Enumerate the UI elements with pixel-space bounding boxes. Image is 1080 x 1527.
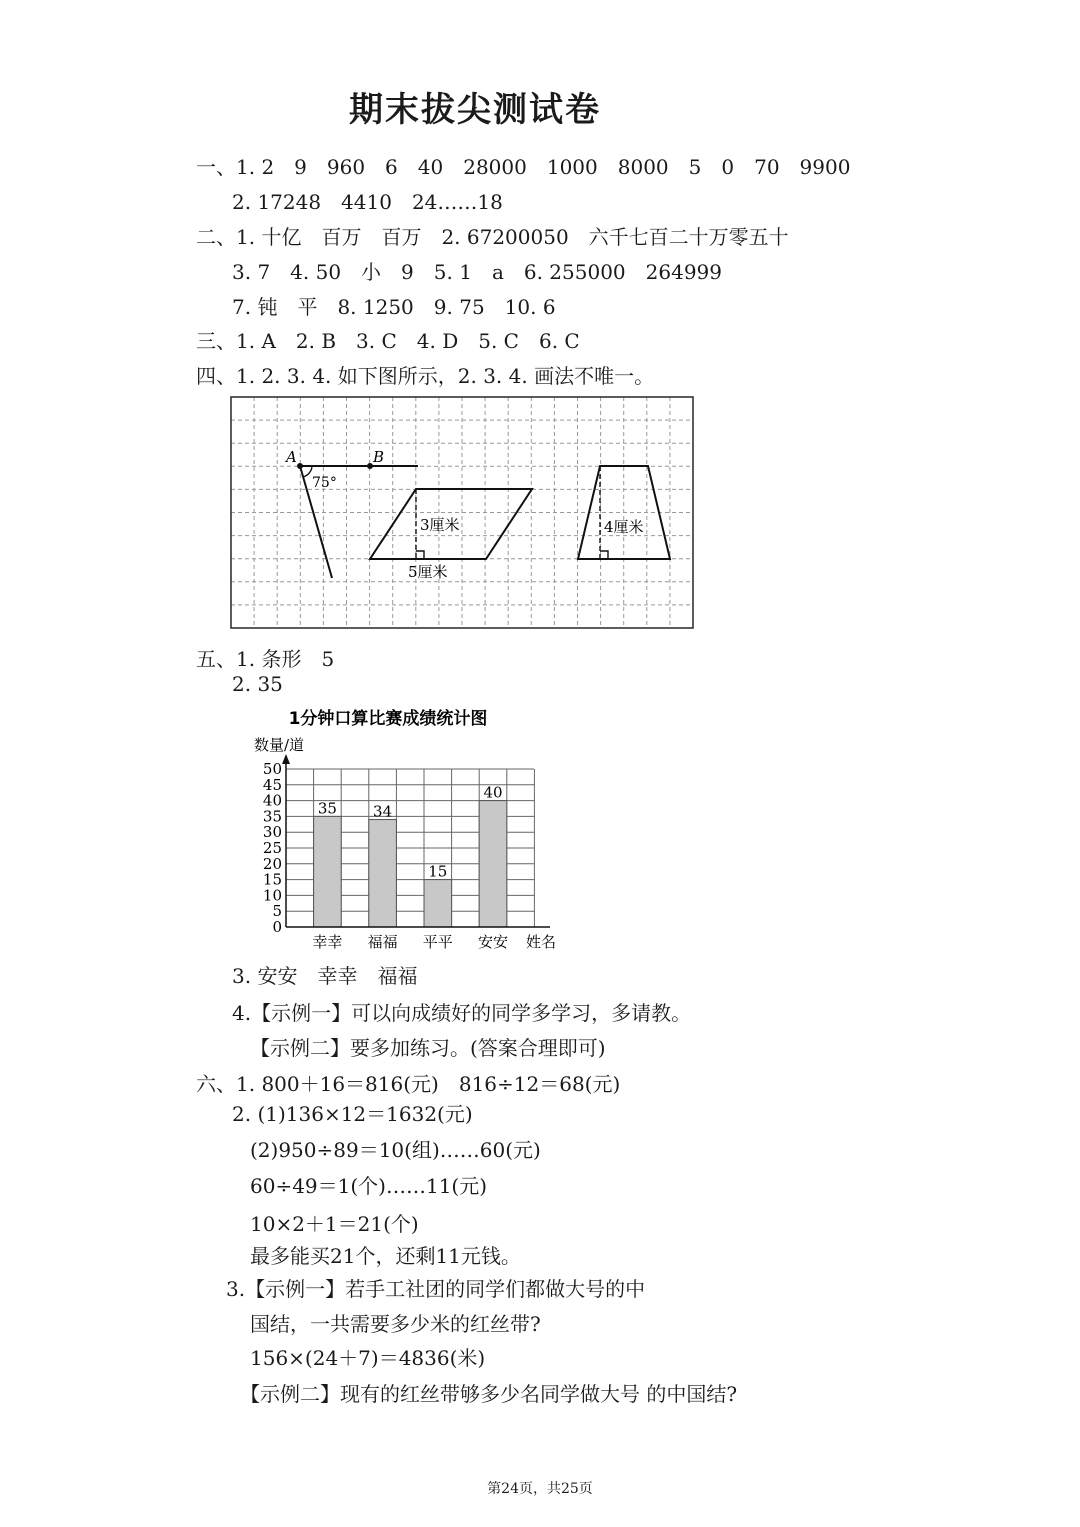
page-title: 期末拔尖测试卷 (349, 90, 601, 130)
chart-bar (479, 801, 507, 927)
angle-arc (303, 466, 312, 477)
parallelogram-right-angle (416, 551, 424, 559)
chart-x-tick-label: 福福 (367, 933, 398, 951)
chart-y-arrow (282, 754, 290, 764)
chart-x-tick-label: 安安 (477, 933, 509, 951)
chart-y-tick-label: 50 (262, 760, 282, 778)
answer-2-1: 二、1. 十亿 百万 百万 2. 67200050 六千七百二十万零五十 (196, 225, 789, 249)
answer-6-1: 六、1. 800＋16＝816(元) 816÷12＝68(元) (196, 1072, 621, 1096)
chart-x-ticks (312, 933, 508, 951)
answer-2-2: 3. 7 4. 50 小 9 5. 1 a 6. 255000 264999 (232, 260, 722, 284)
chart-x-tick-label: 幸幸 (312, 933, 343, 951)
chart-y-tick-label: 35 (262, 807, 282, 826)
answer-6-9: 156×(24＋7)＝4836(米) (250, 1346, 486, 1370)
chart-y-tick-label: 10 (262, 886, 282, 905)
chart-y-tick-label: 20 (262, 854, 282, 873)
chart-y-tick-label: 15 (262, 870, 282, 889)
answer-6-4: 60÷49＝1(个)……11(元) (250, 1174, 488, 1198)
answer-1-2: 2. 17248 4410 24……18 (232, 190, 503, 214)
chart-ylabel: 数量/道 (254, 736, 305, 754)
figure-grid (231, 397, 693, 628)
bar-chart (240, 700, 580, 958)
chart-title: 1分钟口算比赛成绩统计图 (288, 709, 488, 729)
chart-y-tick-label: 45 (262, 775, 282, 794)
parallelogram-height-label: 3厘米 (420, 516, 460, 534)
answer-5-4: 4.【示例一】可以向成绩好的同学多学习，多请教。 (232, 1001, 692, 1025)
point-a (297, 463, 303, 469)
answer-6-7: 3.【示例一】若手工社团的同学们都做大号的中 (226, 1277, 646, 1301)
geometry-figure (230, 396, 696, 630)
answer-6-8: 国结，一共需要多少米的红丝带? (250, 1312, 541, 1336)
answer-2-3: 7. 钝 平 8. 1250 9. 75 10. 6 (232, 295, 556, 319)
answer-6-6: 最多能买21个，还剩11元钱。 (250, 1244, 521, 1268)
answer-6-3: (2)950÷89＝10(组)……60(元) (250, 1138, 541, 1162)
answer-6-2: 2. (1)136×12＝1632(元) (232, 1102, 473, 1126)
chart-data-label: 15 (428, 862, 448, 881)
answer-5-3: 3. 安安 幸幸 福福 (232, 964, 418, 988)
chart-bar (424, 880, 452, 927)
label-b: B (373, 448, 385, 466)
chart-data-label: 34 (373, 802, 393, 821)
answer-4: 四、1. 2. 3. 4. 如下图所示，2. 3. 4. 画法不唯一。 (196, 364, 655, 388)
chart-x-tick-label: 平平 (422, 933, 453, 951)
chart-data-label: 40 (483, 783, 503, 802)
label-a: A (286, 448, 297, 466)
chart-bar (369, 820, 397, 927)
trapezoid-height-label: 4厘米 (604, 518, 644, 536)
chart-y-ticks (263, 760, 282, 936)
answer-3: 三、1. A 2. B 3. C 4. D 5. C 6. C (196, 329, 580, 353)
chart-y-tick-label: 0 (272, 918, 282, 936)
answer-6-10: 【示例二】现有的红丝带够多少名同学做大号 的中国结? (240, 1382, 738, 1406)
trapezoid-right-angle (600, 551, 608, 559)
chart-y-tick-label: 25 (262, 839, 282, 857)
chart-xlabel: 姓名 (526, 933, 557, 951)
chart-y-tick-label: 5 (272, 902, 282, 921)
chart-y-tick-label: 30 (262, 823, 282, 842)
angle-label: 75° (312, 475, 337, 491)
chart-bar (314, 816, 342, 927)
answer-5-2: 2. 35 (232, 672, 283, 696)
answer-5-1: 五、1. 条形 5 (196, 647, 335, 671)
answer-1-1: 一、1. 2 9 960 6 40 28000 1000 8000 5 0 70 9900 (196, 155, 851, 179)
answer-6-5: 10×2＋1＝21(个) (250, 1212, 419, 1236)
chart-data-label: 35 (317, 799, 337, 818)
answer-5-5: 【示例二】要多加练习。(答案合理即可) (250, 1036, 606, 1060)
chart-y-tick-label: 40 (262, 791, 282, 810)
page-footer: 第24页，共25页 (487, 1481, 593, 1497)
parallelogram-base-label: 5厘米 (408, 563, 448, 581)
